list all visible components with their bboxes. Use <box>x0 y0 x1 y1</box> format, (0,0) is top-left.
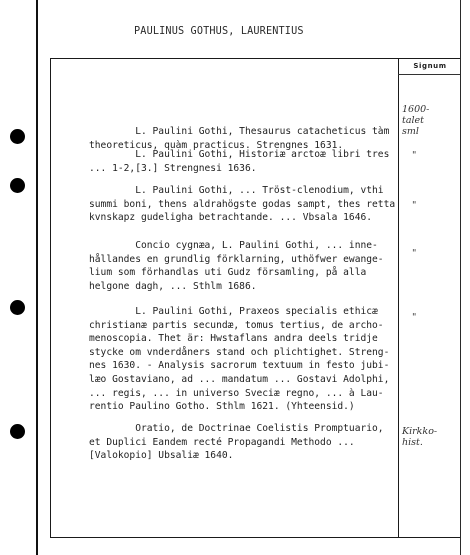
signum-ditto: " <box>412 248 417 259</box>
signum-note: Kirkko- hist. <box>402 426 438 448</box>
card-right-edge <box>460 0 461 555</box>
catalog-entry: Concio cygnæa, L. Paulini Gothi, ... inne- hållandes en grundlig förklarning, uthöfwer ewange- lium som förhandlas uti Gudz församling, på alla helgone dagh, ... Sthlm 1686. <box>89 240 384 292</box>
catalog-entry: L. Paulini Gothi, Praxeos specialis ethicæ christianæ partis secundæ, tomus tertius, de archo- menoscopia. Thet är: Hwstaflans andra deels tridje stycke om vnderdåners stand och plichtighet. Streng- nes 1630. - Analysis sacrorum textuum in festo jubi- læo Gostaviano, ad ... mandatum ... Gostavi Adolphi, ... regis, ... in universo Sveciæ regno, ... à Lau- rentio Paulino Gotho. Sthlm 1621. (Yhteensid.) <box>89 306 390 413</box>
punch-hole <box>10 300 25 315</box>
card-left-edge <box>36 0 38 555</box>
catalog-entry: L. Paulini Gothi, ... Tröst-clenodium, vthi summi boni, thens aldrahögste godas sampt, thes retta kvnskapz gudeligha betrachtande. ... Vbsala 1646. <box>89 185 396 224</box>
catalog-entry: L. Paulini Gothi, Thesaurus catacheticus tàm theoreticus, quàm practicus. Strengnes 1631. <box>89 126 390 151</box>
card-heading: PAULINUS GOTHUS, LAURENTIUS <box>134 26 304 37</box>
catalog-entry: Oratio, de Doctrinae Coelistis Promptuario, et Duplici Eandem recté Propagandi Methodo ... [Valokopio] Ubsaliæ 1640. <box>89 423 384 462</box>
bottom-rule <box>50 537 460 538</box>
signum-note: 1600- talet sml <box>402 104 430 137</box>
signum-column-rule <box>398 58 399 538</box>
signum-header-rule <box>398 74 460 75</box>
punch-hole <box>10 178 25 193</box>
left-rule <box>50 58 51 538</box>
signum-header: Signum <box>413 62 447 70</box>
signum-ditto: " <box>412 150 417 161</box>
signum-ditto: " <box>412 312 417 323</box>
signum-ditto: " <box>412 200 417 211</box>
punch-hole <box>10 129 25 144</box>
punch-hole <box>10 424 25 439</box>
catalog-entry: L. Paulini Gothi, Historiæ arctoæ libri tres ... 1-2,[3.] Strengnesi 1636. <box>89 149 390 174</box>
